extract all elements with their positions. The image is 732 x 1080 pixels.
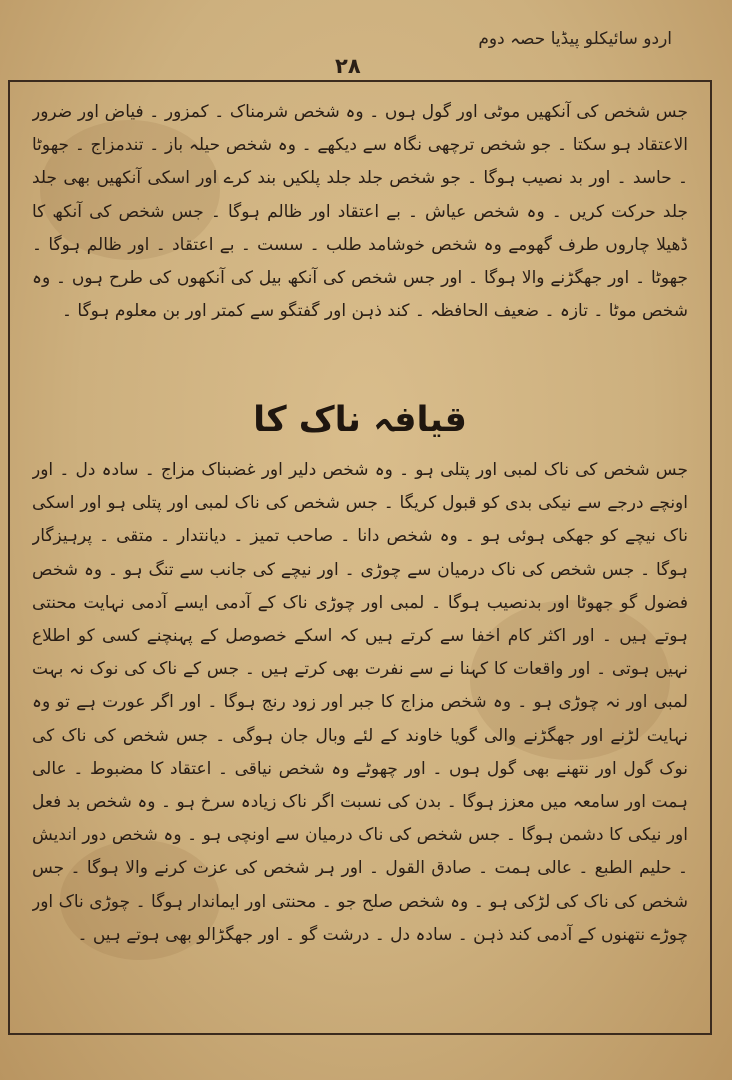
running-title: اردو سائیکلو پیڈیا حصہ دوم: [478, 29, 672, 49]
text-frame: [8, 80, 712, 1035]
page-number: ۲۸: [335, 54, 361, 78]
paragraph-eyes: جس شخص کی آنکھیں موٹی اور گول ہوں ۔ وہ شخص شرمناک ۔ کمزور ۔ فیاض اور ضرور الاعتقاد ہو سکتا ۔ جو شخص ترچھی نگاہ سے دیکھے ۔ وہ شخص حیلہ باز ۔ تندمزاج ۔ جھوٹا ۔ حاسد ۔ اور بد نصیب ہوگا ۔ جو شخص جلد جلد پلکیں بند کرے اور اسکی آنکھیں بھی جلد جلد حرکت کریں ۔ وہ شخص عیاش ۔ بے اعتقاد اور ظالم ہوگا ۔ جس شخص کی آنکھ کا ڈھیلا چاروں طرف گھومے وہ شخص خوشامد طلب ۔ سست ۔ بے اعتقاد ۔ اور ظالم ہوگا ۔ جھوٹا ۔ اور جھگڑنے والا ہوگا ۔ اور جس شخص کی آنکھ بیل کی آنکھوں کی طرح ہوں ۔ وہ شخص موٹا ۔ تازہ ۔ ضعیف الحافظہ ۔ کند ذہن اور گفتگو سے کمتر اور بن معلوم ہوگا ۔: [32, 102, 688, 322]
section-heading: قیافہ ناک کا: [253, 400, 467, 440]
paragraph-nose: جس شخص کی ناک لمبی اور پتلی ہو ۔ وہ شخص دلیر اور غضبناک مزاج ۔ سادہ دل ۔ اور اونچے درجے سے نیکی بدی کو قبول کریگا ۔ جس شخص کی ناک لمبی اور پتلی ہو اور اسکی ناک نیچے کو جھکی ہوئی ہو ۔ وہ شخص دانا ۔ صاحب تمیز ۔ دیانتدار ۔ متقی ۔ پرہیزگار ہوگا ۔ جس شخص کی ناک درمیان سے چوڑی ۔ اور نیچے کی جانب سے تنگ ہو ۔ وہ شخص فضول گو جھوٹا اور بدنصیب ہوگا ۔ لمبی اور چوڑی ناک کے آدمی ایسے آدمی نہایت محنتی ہوتے ہیں ۔ اور اکثر کام اخفا سے کرتے ہیں کہ اسکے خصوصل کے پہنچنے کسی کو اطلاع نہیں ہوتی ۔ اور واقعات کا کہنا نے سے نفرت بھی کرتے ہیں ۔ جس کے ناک کی نوک نہ بہت لمبی اور نہ چوڑی ہو ۔ وہ شخص مزاج کا جبر اور زود رنج ہوگا ۔ اور اگر عورت ہے تو وہ نہایت لڑنے اور جھگڑنے والی گویا خاوند کے لئے وبال جان ہوگی ۔ جس شخص کی ناک کی نوک گول اور نتھنے بھی گول ہوں ۔ اور چھوٹے وہ شخص نیاقی ۔ اعتقاد کا مضبوط ۔ عالی ہمت اور سامعہ میں معزز ہوگا ۔ بدن کی نسبت اگر ناک زیادہ سرخ ہو ۔ وہ شخص بد فعل اور نیکی کا دشمن ہوگا ۔ جس شخص کی ناک درمیان سے اونچی ہو ۔ وہ شخص دور اندیش ۔ حلیم الطبع ۔ عالی ہمت ۔ صادق القول ۔ اور ہر شخص کی عزت کرنے والا ہوگا ۔ جس شخص کی ناک کی لڑکی ہو ۔ وہ شخص صلح جو ۔ محنتی اور ایماندار ہوگا ۔ چوڑی ناک اور چوڑے نتھنوں کے آدمی کند ذہن ۔ سادہ دل ۔ درشت گو ۔ اور جھگڑالو بھی ہوتے ہیں ۔: [32, 460, 688, 945]
